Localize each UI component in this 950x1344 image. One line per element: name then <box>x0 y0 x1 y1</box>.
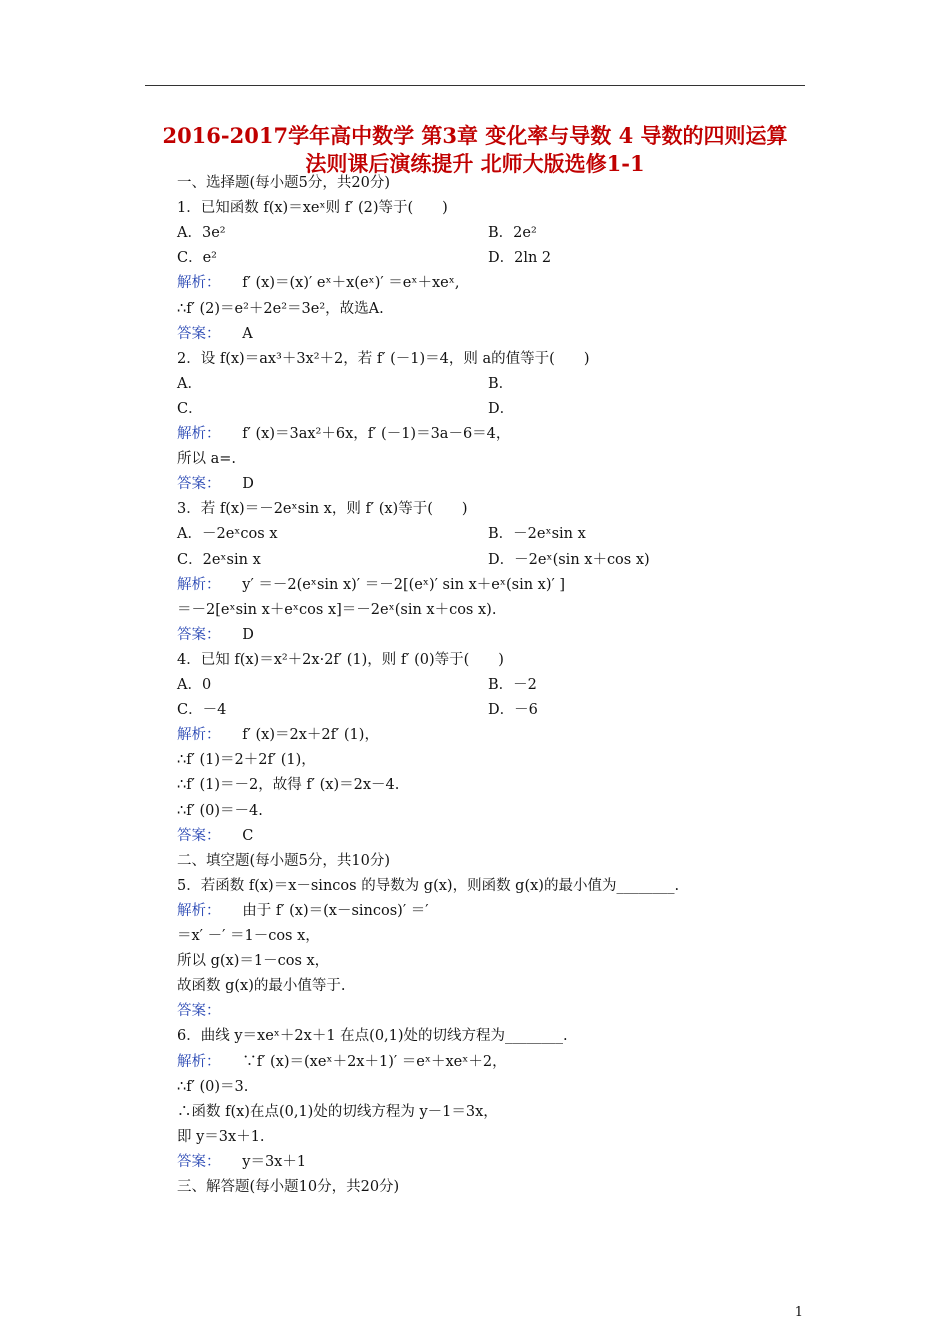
text-line <box>177 223 226 243</box>
text-line <box>177 1026 568 1046</box>
line-text: 即 y＝3x＋1. <box>177 1129 265 1145</box>
option-right: B．2e² <box>488 225 537 241</box>
line-text: 一、选择题(每小题5分，共20分) <box>177 175 390 191</box>
line-text: ∴f′ (1)＝2＋2f′ (1)， <box>177 752 316 768</box>
text-line <box>177 324 253 344</box>
answer-label: 解析： <box>177 1054 214 1070</box>
line-text: A．0 <box>177 677 212 693</box>
line-text: C．e² <box>177 250 217 266</box>
line-text: ＝x′ －′ ＝1－cos x， <box>177 928 320 944</box>
line-text: ∴f′ (0)＝－4. <box>177 803 263 819</box>
page-number: 1 <box>794 1305 803 1320</box>
line-text: C． <box>177 401 203 417</box>
line-text: ＝－2[eˣsin x＋eˣcos x]＝－2eˣ(sin x＋cos x). <box>177 602 497 618</box>
text-line <box>177 801 263 821</box>
line-text: 1．已知函数 f(x)＝xeˣ则 f′ (2)等于( ) <box>177 200 448 216</box>
text-line <box>177 775 399 795</box>
text-line <box>177 1102 498 1122</box>
answer-label: 答案： <box>177 1003 221 1019</box>
line-text: A．－2eˣcos x <box>177 526 278 542</box>
line-text: 由于 f′ (x)＝(x－sincos)′ ＝′ <box>213 903 429 919</box>
answer-label: 答案： <box>177 627 214 643</box>
line-text: 所以 a=. <box>177 451 237 467</box>
line-text: 三、解答题(每小题10分，共20分) <box>177 1179 400 1195</box>
option-right: D．－6 <box>488 702 538 718</box>
text-line <box>177 951 329 971</box>
header-rule <box>145 85 805 86</box>
line-text: 4．已知 f(x)＝x²＋2x·2f′ (1)，则 f′ (0)等于( ) <box>177 652 504 668</box>
text-line <box>177 474 254 494</box>
line-text: 所以 g(x)＝1－cos x， <box>177 953 330 969</box>
text-line <box>177 575 565 595</box>
answer-label: 答案： <box>177 476 214 492</box>
line-text: ∵f′ (x)＝(xeˣ＋2x＋1)′ ＝eˣ＋xeˣ＋2， <box>213 1054 507 1070</box>
text-line <box>177 976 346 996</box>
line-text: 故函数 g(x)的最小值等于. <box>177 978 346 994</box>
line-text: C．－4 <box>177 702 227 718</box>
answer-label: 解析： <box>177 577 214 593</box>
text-line <box>177 499 468 519</box>
line-text: ∴函数 f(x)在点(0,1)处的切线方程为 y－1＝3x， <box>177 1104 498 1120</box>
text-line <box>177 700 226 720</box>
line-text: 6．曲线 y＝xeˣ＋2x＋1 在点(0,1)处的切线方程为________. <box>177 1028 568 1044</box>
text-line <box>177 299 384 319</box>
text-line <box>177 675 211 695</box>
text-line <box>177 1001 221 1021</box>
line-text: D <box>213 627 254 643</box>
text-line <box>177 399 203 419</box>
text-line <box>177 349 589 369</box>
answer-label: 解析： <box>177 275 214 291</box>
text-line <box>177 1177 399 1197</box>
text-line <box>177 851 390 871</box>
line-text: ∴f′ (1)＝－2，故得 f′ (x)＝2x－4. <box>177 777 400 793</box>
option-right: D．2ln 2 <box>488 250 552 266</box>
text-line <box>177 650 504 670</box>
line-text: ∴f′ (2)＝e²＋2e²＝3e²，故选A. <box>177 301 384 317</box>
line-text: 二、填空题(每小题5分，共10分) <box>177 853 390 869</box>
line-text: f′ (x)＝3ax²＋6x，f′ (－1)＝3a－6＝4， <box>213 426 511 442</box>
text-line <box>177 424 510 444</box>
text-line <box>177 524 278 544</box>
text-line <box>177 1052 507 1072</box>
text-line <box>177 625 254 645</box>
text-line <box>177 273 460 293</box>
text-line <box>177 750 316 770</box>
line-text: f′ (x)＝2x＋2f′ (1)， <box>213 727 379 743</box>
answer-label: 解析： <box>177 426 214 442</box>
line-text: C <box>213 828 254 844</box>
line-text: 2．设 f(x)＝ax³＋3x²＋2，若 f′ (－1)＝4，则 a的值等于( ) <box>177 351 590 367</box>
text-line <box>177 248 217 268</box>
option-right: B． <box>488 376 514 392</box>
text-line <box>177 550 261 570</box>
line-text: ∴f′ (0)＝3. <box>177 1079 249 1095</box>
line-text: f′ (x)＝(x)′ eˣ＋x(eˣ)′ ＝eˣ＋xeˣ, <box>213 275 460 291</box>
answer-label: 答案： <box>177 326 214 342</box>
option-right: B．－2 <box>488 677 537 693</box>
line-text: A <box>213 326 253 342</box>
line-text: y＝3x＋1 <box>213 1154 307 1170</box>
answer-label: 解析： <box>177 903 214 919</box>
text-line <box>177 374 202 394</box>
line-text: A． <box>177 376 202 392</box>
document-title-line2: 法则课后演练提升 北师大版选修1-1 <box>305 151 645 176</box>
option-right: B．－2eˣsin x <box>488 526 586 542</box>
text-line <box>177 725 379 745</box>
text-line <box>177 1127 265 1147</box>
line-text: C．2eˣsin x <box>177 552 261 568</box>
text-line <box>177 198 448 218</box>
text-line <box>177 173 390 193</box>
option-right: D． <box>488 401 515 417</box>
option-right: D．－2eˣ(sin x＋cos x) <box>488 552 650 568</box>
line-text: 3．若 f(x)＝－2eˣsin x，则 f′ (x)等于( ) <box>177 501 468 517</box>
line-text: D <box>213 476 254 492</box>
line-text: A．3e² <box>177 225 226 241</box>
answer-label: 答案： <box>177 828 214 844</box>
answer-label: 解析： <box>177 727 214 743</box>
line-text: y′ ＝－2(eˣsin x)′ ＝－2[(eˣ)′ sin x＋eˣ(sin x)′ ] <box>213 577 566 593</box>
text-line <box>177 449 236 469</box>
text-line <box>177 1077 248 1097</box>
text-line <box>177 600 496 620</box>
text-line <box>177 826 253 846</box>
text-line <box>177 901 429 921</box>
line-text: 5．若函数 f(x)＝x－sincos 的导数为 g(x)，则函数 g(x)的最小值为________. <box>177 878 680 894</box>
answer-label: 答案： <box>177 1154 214 1170</box>
text-line <box>177 926 320 946</box>
document-title-line1: 2016-2017学年高中数学 第3章 变化率与导数 4 导数的四则运算 <box>162 123 788 148</box>
text-line <box>177 876 679 896</box>
text-line <box>177 1152 306 1172</box>
